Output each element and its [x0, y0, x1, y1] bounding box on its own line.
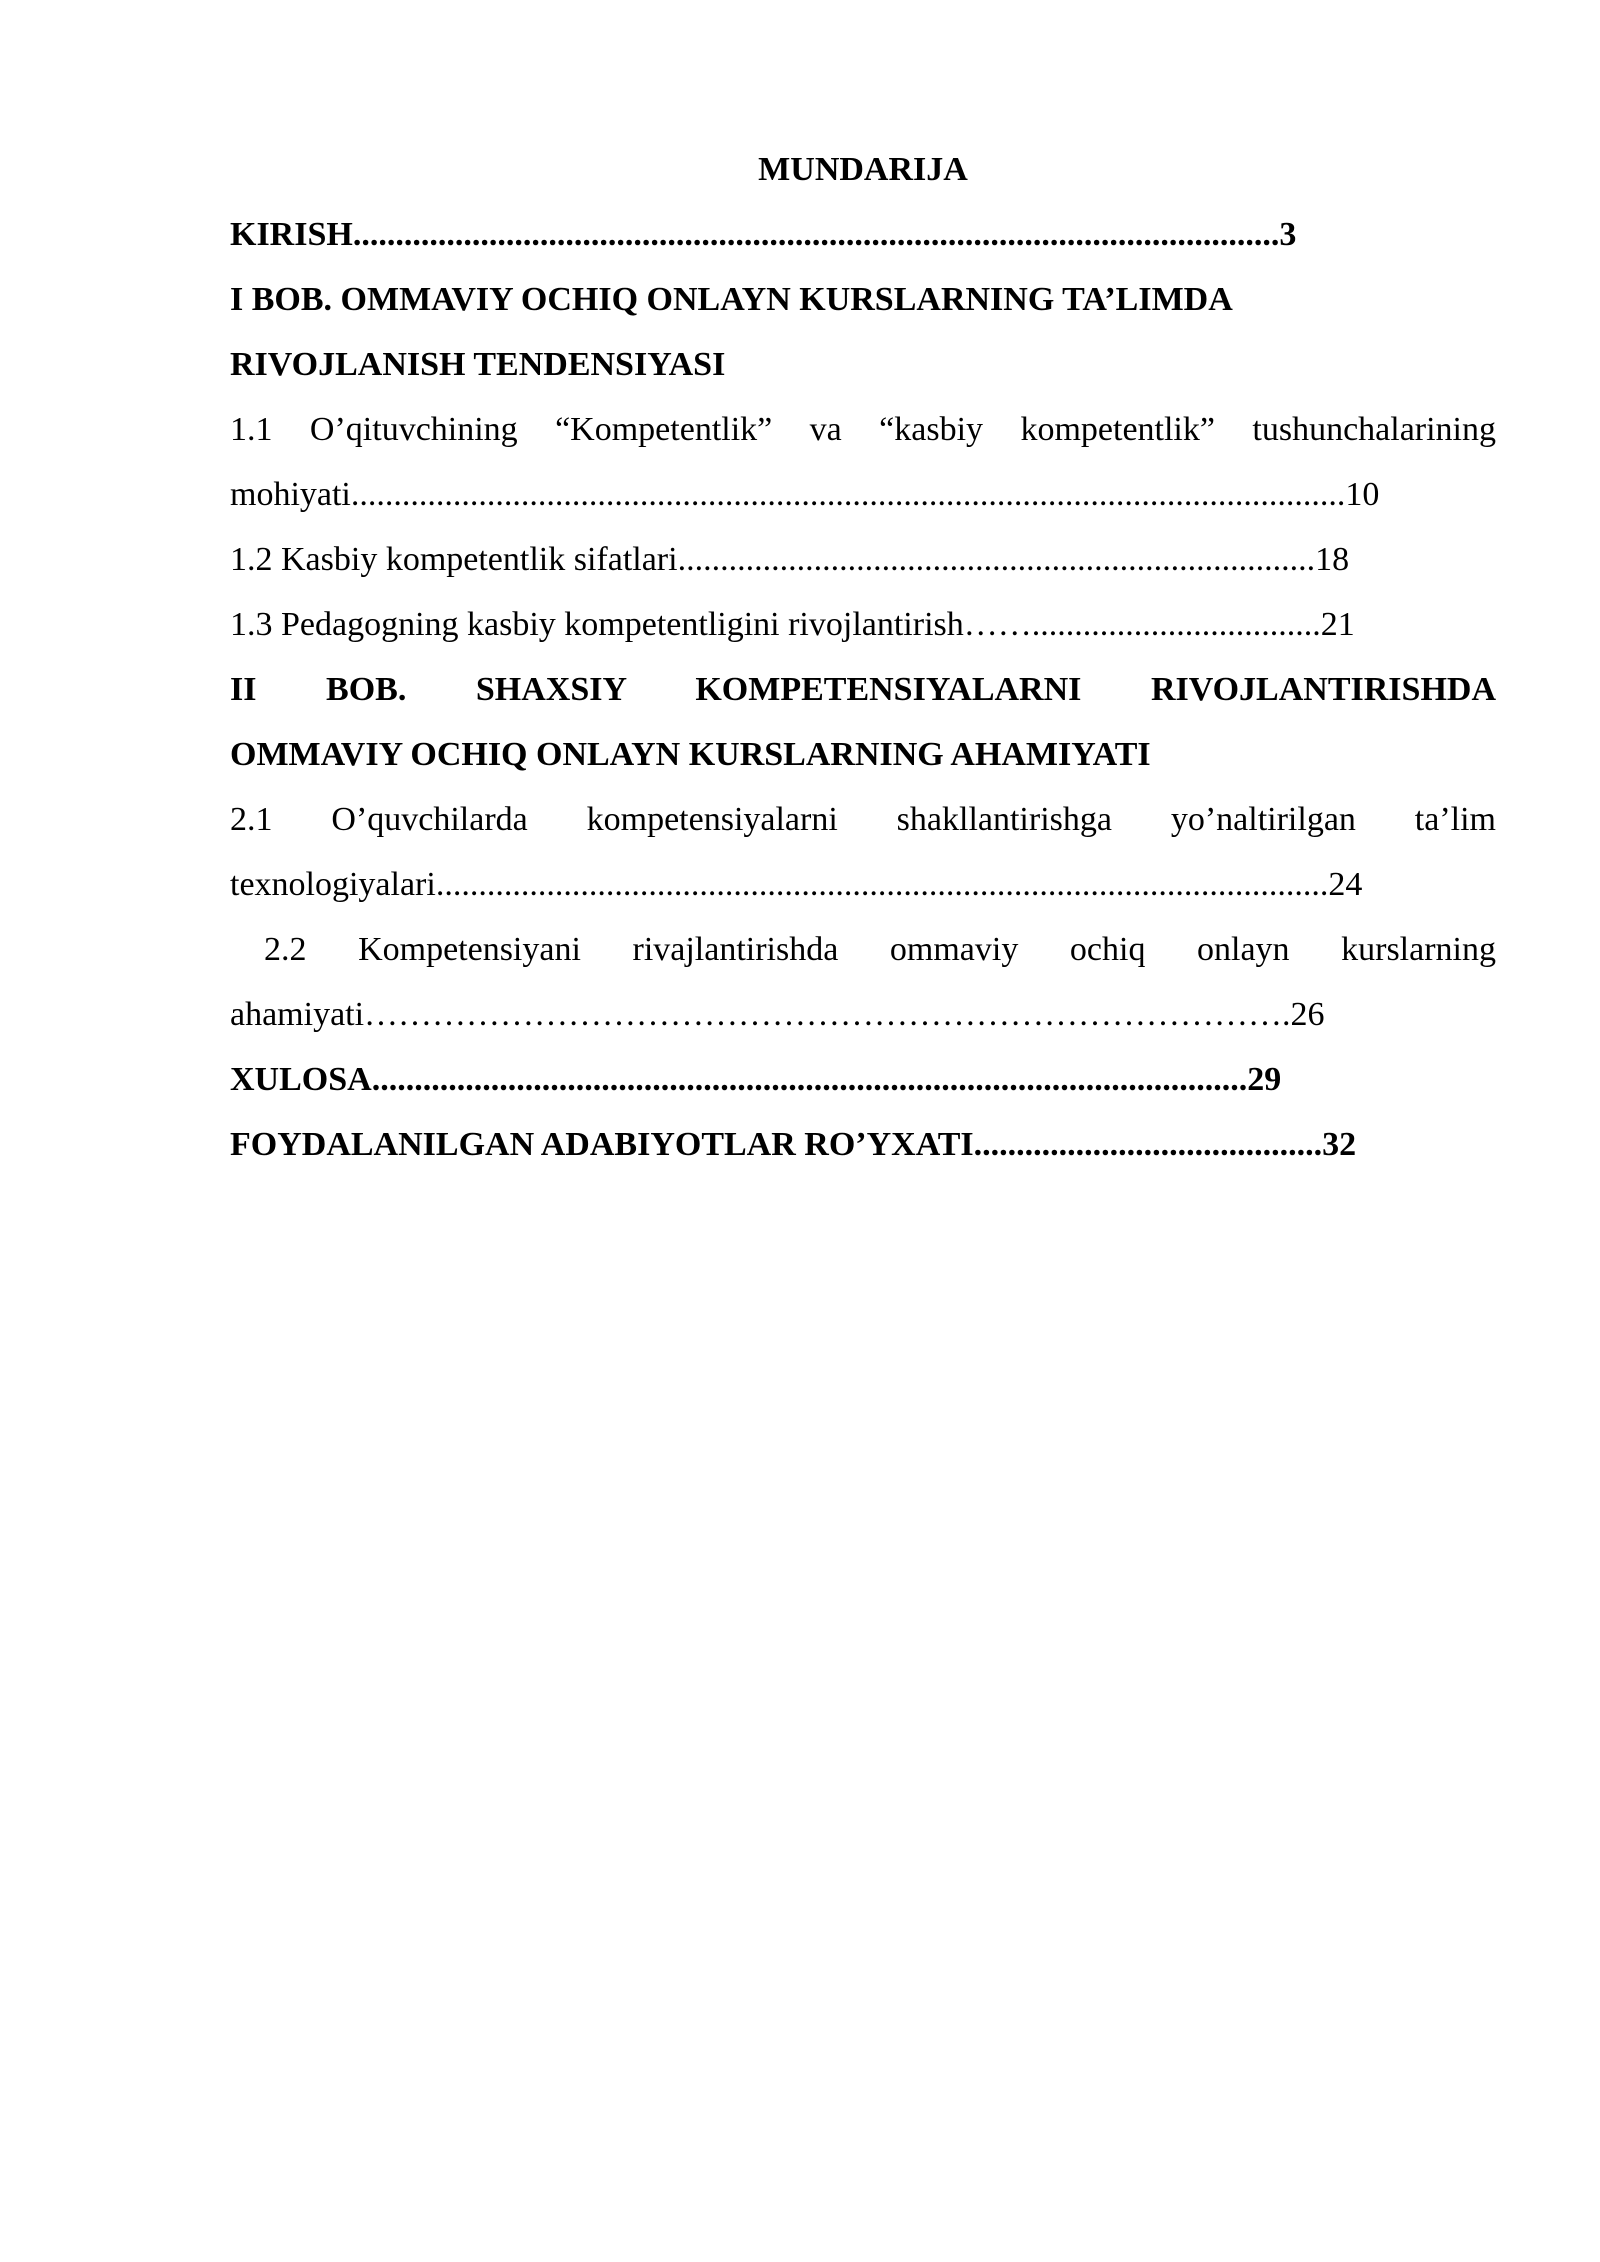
page-title: MUNDARIJA	[758, 151, 968, 188]
toc-entry-kirish: KIRISH.............................................................................................................3	[230, 216, 1297, 253]
toc-chapter-1-heading-line-1: I BOB. OMMAVIY OCHIQ ONLAYN KURSLARNING TA’LIMDA	[230, 281, 1233, 318]
toc-section-1-1-line-2: mohiyati.....................................................................................................................10	[230, 476, 1380, 513]
toc-section-2-2-line-2: ahamiyati……………………………………………………………………….26	[230, 996, 1325, 1033]
toc-section-2-2-line-1: 2.2 Kompetensiyani rivajlantirishda ommaviy ochiq onlayn kurslarning	[264, 931, 1496, 968]
toc-section-1-2: 1.2 Kasbiy kompetentlik sifatlari...........................................................................18	[230, 541, 1350, 578]
toc-entry-references: FOYDALANILGAN ADABIYOTLAR RO’YXATI.........................................32	[230, 1126, 1357, 1163]
toc-chapter-2-heading-line-1: II BOB. SHAXSIY KOMPETENSIYALARNI RIVOJLANTIRISHDA	[230, 671, 1496, 708]
toc-section-1-3: 1.3 Pedagogning kasbiy kompetentligini rivojlantirish……..................................21	[230, 606, 1355, 643]
toc-chapter-1-heading-line-2: RIVOJLANISH TENDENSIYASI	[230, 346, 726, 383]
toc-chapter-2-heading-line-2: OMMAVIY OCHIQ ONLAYN KURSLARNING AHAMIYATI	[230, 736, 1151, 773]
toc-section-2-1-line-1: 2.1 O’quvchilarda kompetensiyalarni shakllantirishga yo’naltirilgan ta’lim	[230, 801, 1496, 838]
toc-section-1-1-line-1: 1.1 O’qituvchining “Kompetentlik” va “kasbiy kompetentlik” tushunchalarining	[230, 411, 1496, 448]
toc-section-2-1-line-2: texnologiyalari.........................................................................................................24	[230, 866, 1363, 903]
toc-entry-xulosa: XULOSA.......................................................................................................29	[230, 1061, 1282, 1098]
